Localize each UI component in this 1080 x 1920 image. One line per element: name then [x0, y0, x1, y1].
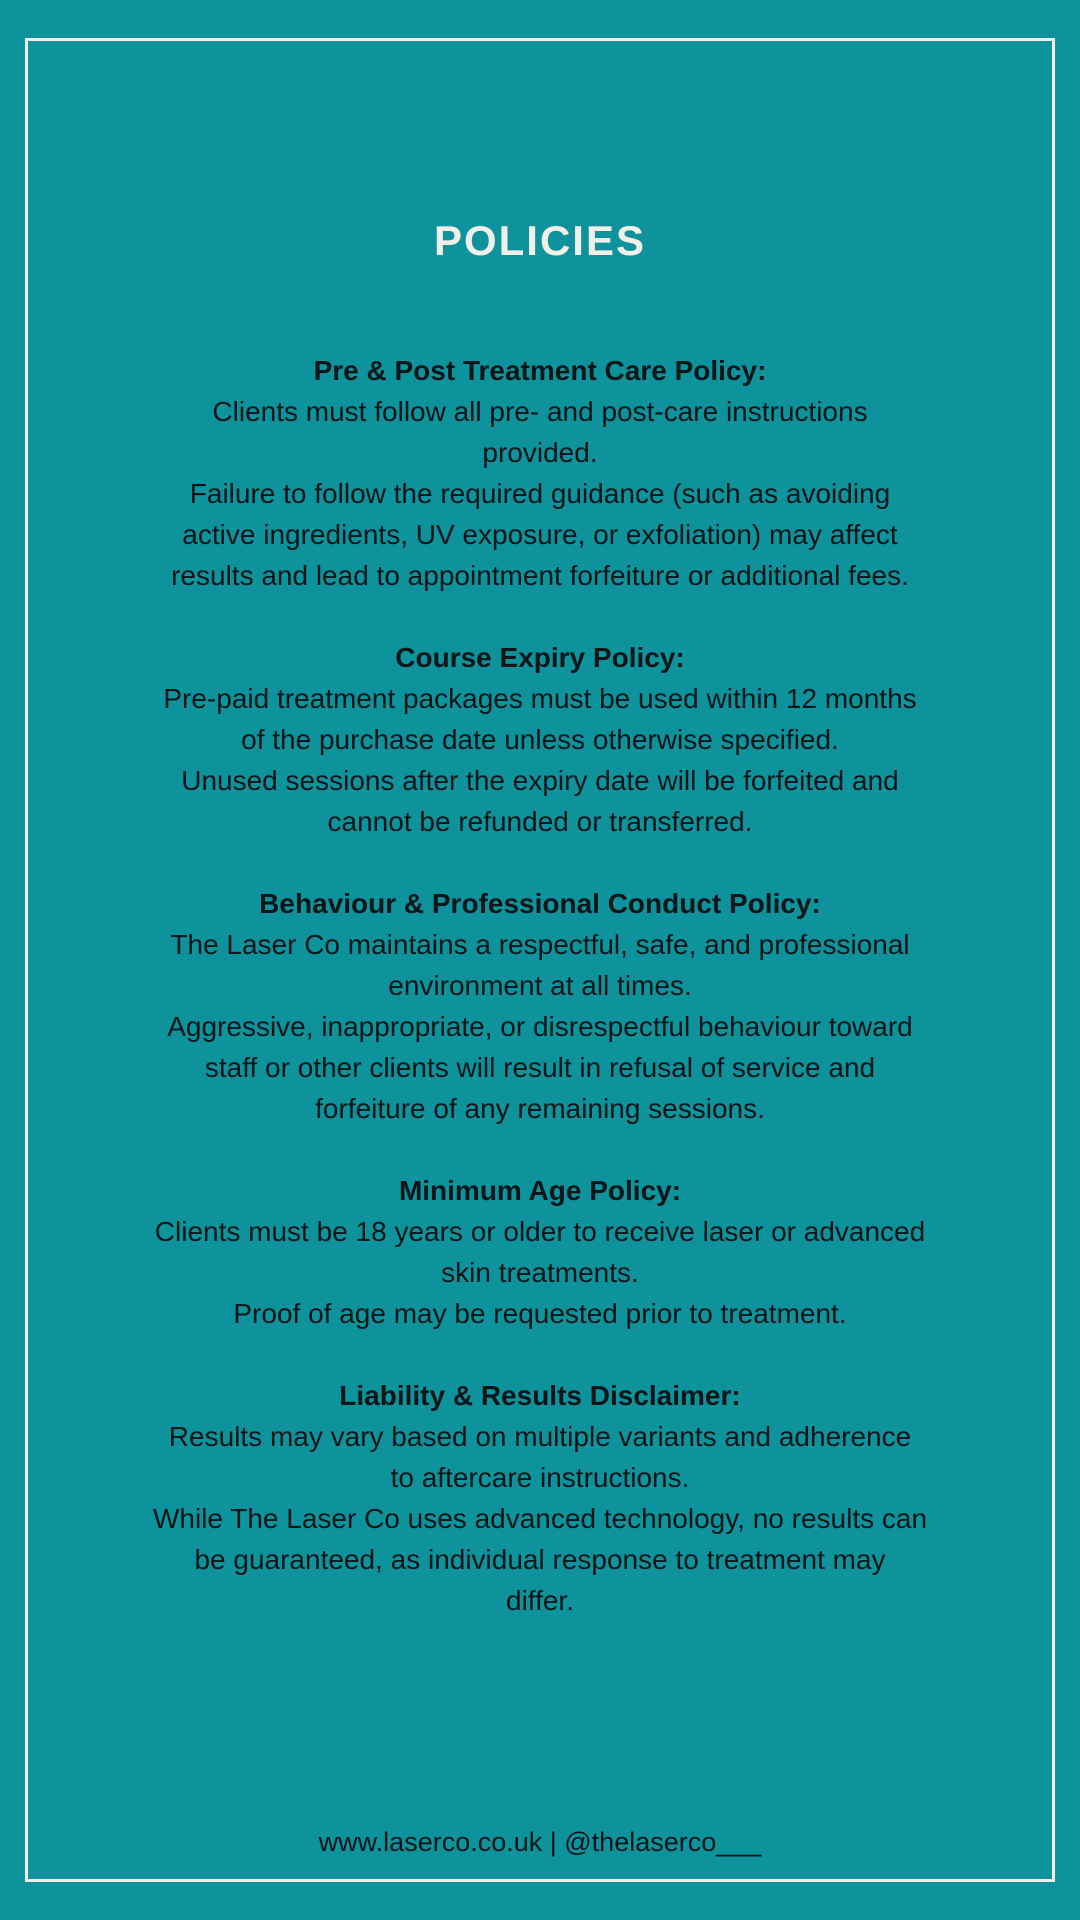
- section-line: provided.: [482, 437, 598, 468]
- section-line: active ingredients, UV exposure, or exfoliation) may affect: [182, 519, 898, 550]
- section-heading: Pre & Post Treatment Care Policy:: [313, 355, 767, 386]
- section-heading: Behaviour & Professional Conduct Policy:: [259, 888, 821, 919]
- section-line: staff or other clients will result in refusal of service and: [204, 1052, 876, 1083]
- section-line: Aggressive, inappropriate, or disrespectful behaviour toward: [167, 1011, 913, 1042]
- section-line: be guaranteed, as individual response to treatment may: [194, 1544, 886, 1575]
- section-line: cannot be refunded or transferred.: [327, 806, 753, 837]
- section-line: skin treatments.: [441, 1257, 639, 1288]
- policy-section-pre-post-treatment-care: [40, 350, 1040, 596]
- section-line: Failure to follow the required guidance (such as avoiding: [189, 478, 891, 509]
- section-line: Unused sessions after the expiry date will be forfeited and: [181, 765, 899, 796]
- page-title: POLICIES: [433, 217, 647, 264]
- section-line: differ.: [506, 1585, 574, 1616]
- section-line: Clients must be 18 years or older to receive laser or advanced: [154, 1216, 926, 1247]
- policy-section-course-expiry: [40, 637, 1040, 842]
- section-line: Proof of age may be requested prior to treatment.: [233, 1298, 847, 1329]
- section-heading: Course Expiry Policy:: [395, 642, 685, 673]
- section-line: While The Laser Co uses advanced technology, no results can: [152, 1503, 928, 1534]
- section-line: to aftercare instructions.: [390, 1462, 690, 1493]
- footer-contact: www.laserco.co.uk | @thelaserco___: [318, 1827, 762, 1857]
- section-heading: Minimum Age Policy:: [398, 1175, 682, 1206]
- section-line: Pre-paid treatment packages must be used within 12 months: [163, 683, 917, 714]
- section-line: The Laser Co maintains a respectful, safe, and professional: [170, 929, 910, 960]
- section-heading: Liability & Results Disclaimer:: [339, 1380, 741, 1411]
- section-line: forfeiture of any remaining sessions.: [315, 1093, 765, 1124]
- section-line: Results may vary based on multiple variants and adherence: [168, 1421, 912, 1452]
- section-line: results and lead to appointment forfeiture or additional fees.: [171, 560, 909, 591]
- policy-section-behaviour-professional-conduct: [40, 883, 1040, 1129]
- policy-section-minimum-age: [40, 1170, 1040, 1334]
- section-line: environment at all times.: [388, 970, 692, 1001]
- section-line: of the purchase date unless otherwise specified.: [241, 724, 839, 755]
- section-line: Clients must follow all pre- and post-care instructions: [212, 396, 868, 427]
- policy-section-liability-results-disclaimer: [40, 1375, 1040, 1621]
- poster-content: [40, 0, 1040, 1662]
